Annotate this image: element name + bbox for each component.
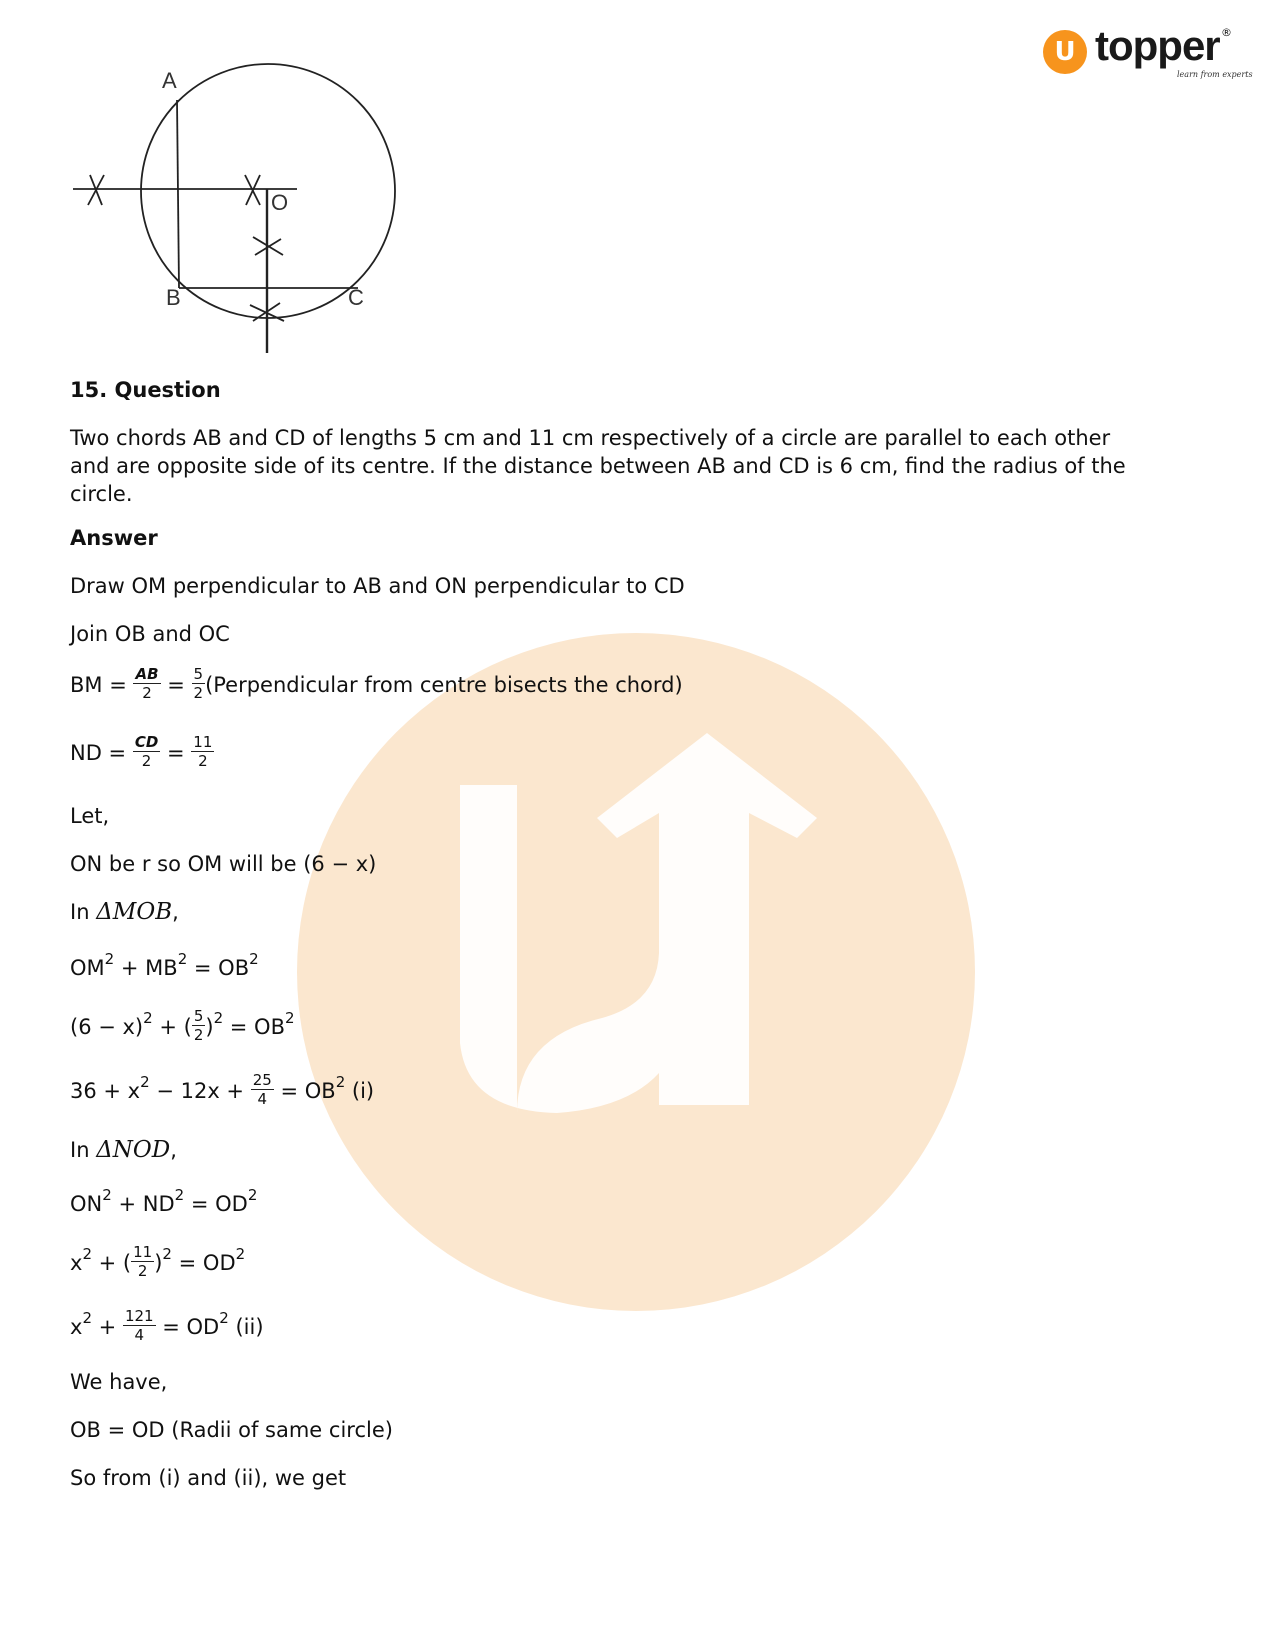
- exponent: 2: [219, 1309, 229, 1327]
- term: + MB: [114, 956, 178, 980]
- exponent: 2: [162, 1245, 172, 1263]
- fraction-num: 5: [193, 1007, 204, 1025]
- exponent: 2: [82, 1309, 92, 1327]
- fraction-den: 2: [137, 1262, 148, 1280]
- answer-step-join: Join OB and OC: [70, 622, 230, 646]
- fraction-den: 4: [257, 1090, 268, 1108]
- term: = OD: [184, 1192, 248, 1216]
- triangle-mob-label: [70, 898, 179, 926]
- triangle-mob: ΔMOB: [96, 899, 173, 925]
- exponent: 2: [102, 1186, 112, 1204]
- term: +: [91, 1315, 123, 1339]
- question-body: [70, 424, 1190, 508]
- logo-tagline: learn from experts: [1177, 70, 1253, 79]
- nd-frac2-den: 2: [198, 752, 208, 770]
- fraction-den: 2: [193, 1026, 204, 1044]
- nd-lhs: ND =: [70, 741, 127, 765]
- watermark-arrow-icon: [297, 633, 975, 1311]
- exponent: 2: [213, 1009, 224, 1027]
- label-a: A: [162, 68, 177, 93]
- bm-frac2-num: 5: [193, 665, 204, 683]
- answer-step-perpendiculars: Draw OM perpendicular to AB and ON perpendicular to CD: [70, 574, 685, 598]
- nd-equation: [70, 733, 214, 772]
- term: = OB: [187, 956, 250, 980]
- term: + (: [91, 1251, 132, 1275]
- radii-equal-text: OB = OD (Radii of same circle): [70, 1418, 393, 1442]
- nd-frac1-num: CD: [134, 733, 159, 751]
- term: 36 + x: [70, 1079, 141, 1103]
- bm-note: (Perpendicular from centre bisects the chord): [205, 673, 683, 697]
- term: + ND: [111, 1192, 175, 1216]
- equation-ii: [70, 1307, 264, 1346]
- fraction-num: 121: [124, 1307, 154, 1325]
- equation-i: [70, 1071, 375, 1110]
- term: ): [205, 1015, 214, 1039]
- exponent: 2: [143, 1009, 153, 1027]
- exponent: 2: [235, 1245, 246, 1263]
- nd-frac2-num: 11: [193, 733, 213, 751]
- triangle-nod: ΔNOD: [96, 1137, 171, 1163]
- fraction-num: 25: [252, 1071, 272, 1089]
- triangle-nod-label: [70, 1136, 177, 1164]
- equation-nod-pythagoras: [70, 1186, 258, 1218]
- exponent: 2: [174, 1186, 185, 1204]
- equation-mob-substituted: [70, 1007, 295, 1046]
- exponent: 2: [335, 1073, 346, 1091]
- nd-frac1-den: 2: [141, 752, 152, 770]
- comma: ,: [172, 900, 179, 924]
- logo: [1043, 22, 1253, 88]
- bm-frac1-den: 2: [142, 684, 152, 702]
- bm-frac1-num: AB: [135, 665, 159, 683]
- term: OM: [70, 956, 105, 980]
- exponent: 2: [177, 950, 188, 968]
- answer-heading: Answer: [70, 526, 158, 550]
- term: (ii): [228, 1315, 264, 1339]
- in-prefix: In: [70, 900, 97, 924]
- logo-wordmark: topper: [1095, 22, 1220, 69]
- equation-mob-pythagoras: [70, 950, 259, 982]
- circle-diagram: [70, 55, 410, 375]
- exponent: 2: [140, 1073, 150, 1091]
- in-prefix: In: [70, 1138, 97, 1162]
- term: − 12x +: [149, 1079, 251, 1103]
- term: = OB: [273, 1079, 336, 1103]
- exponent: 2: [104, 950, 115, 968]
- chord-ab: [177, 100, 179, 288]
- bm-lhs: BM =: [70, 673, 127, 697]
- fraction-num: 11: [133, 1243, 153, 1261]
- exponent: 2: [247, 1186, 258, 1204]
- exponent: 2: [249, 950, 259, 968]
- bm-equation: [70, 665, 683, 704]
- logo-badge-icon: U: [1043, 30, 1087, 74]
- label-o: O: [271, 190, 289, 215]
- question-heading: 15. Question: [70, 378, 221, 402]
- label-c: C: [348, 285, 364, 310]
- term: ): [154, 1251, 163, 1275]
- exponent: 2: [82, 1245, 92, 1263]
- equation-nod-substituted: [70, 1243, 246, 1282]
- term: (6 − x): [70, 1015, 144, 1039]
- conclusion-text: So from (i) and (ii), we get: [70, 1466, 347, 1490]
- term: = OD: [155, 1315, 220, 1339]
- label-b: B: [166, 285, 181, 310]
- we-have-text: We have,: [70, 1370, 168, 1394]
- question-line-2: and are opposite side of its centre. If the distance between AB and CD is 6 cm, find the radius of the: [70, 454, 1126, 478]
- bm-eq: =: [167, 673, 185, 697]
- term: x: [70, 1251, 83, 1275]
- term: = OB: [223, 1015, 285, 1039]
- let-text: Let,: [70, 804, 110, 828]
- term: + (: [152, 1015, 192, 1039]
- arc-mark-left: [88, 175, 104, 205]
- term: ON: [70, 1192, 103, 1216]
- term: = OD: [171, 1251, 236, 1275]
- arc-mark-right: [245, 175, 260, 205]
- comma: ,: [170, 1138, 177, 1162]
- term: x: [70, 1315, 83, 1339]
- term: (i): [345, 1079, 375, 1103]
- logo-registered: ®: [1221, 26, 1232, 39]
- assumption-text: ON be r so OM will be (6 − x): [70, 852, 377, 876]
- exponent: 2: [285, 1009, 295, 1027]
- question-line-3: circle.: [70, 482, 133, 506]
- question-line-1: Two chords AB and CD of lengths 5 cm and 11 cm respectively of a circle are parallel to each other: [70, 426, 1111, 450]
- nd-eq: =: [167, 741, 185, 765]
- fraction-den: 4: [134, 1326, 145, 1344]
- bm-frac2-den: 2: [193, 684, 204, 702]
